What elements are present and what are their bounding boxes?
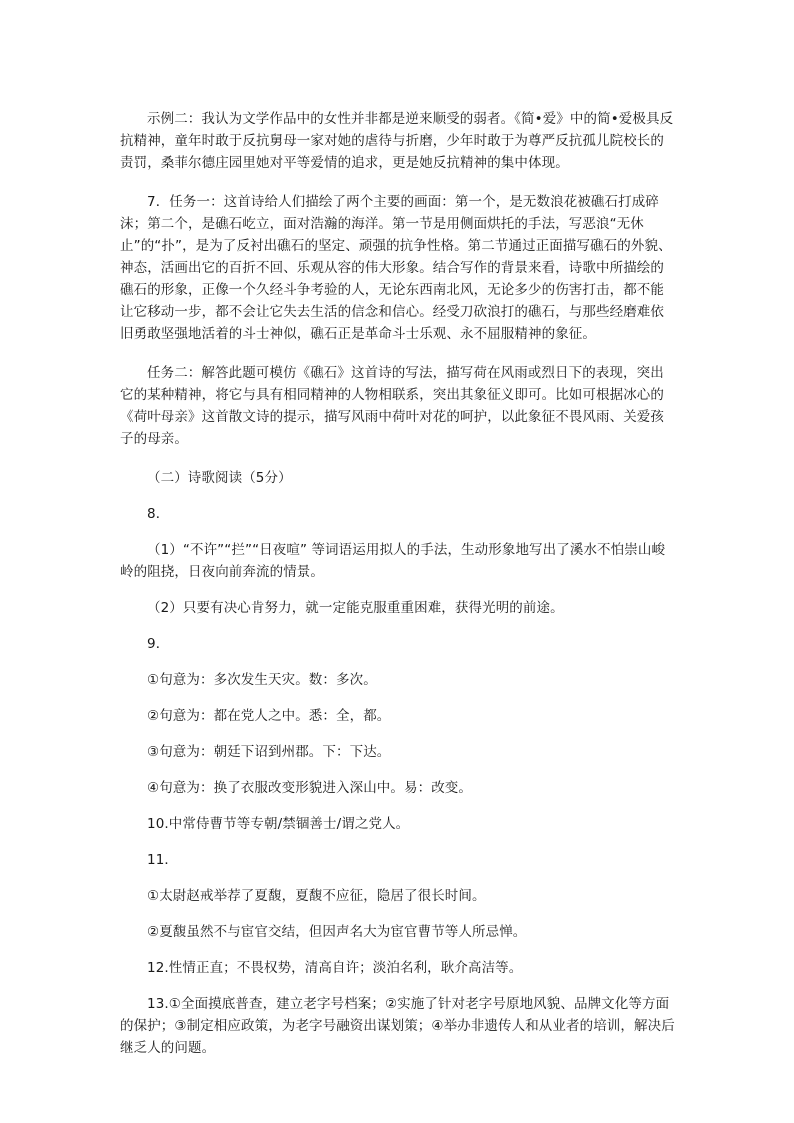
q9-answer-2: ②句意为：都在党人之中。悉：全，都。 [147, 708, 391, 724]
q13-answer: 13.①全面摸底普查，建立老字号档案；②实施了针对老字号原地风貌、品牌文化等方面的保护；③制定相应政策，为老字号融资出谋划策；④举办非遗传人和从业者的培训，解决后继乏人的问题。 [120, 996, 675, 1056]
q11-number: 11． [147, 852, 178, 868]
q11-answer-1: ①太尉赵戒举荐了夏馥，夏馥不应征，隐居了很长时间。 [147, 888, 486, 904]
q9-answer-4: ④句意为：换了衣服改变形貌进入深山中。易：改变。 [147, 780, 473, 796]
section-heading-poetry: （二）诗歌阅读（5分） [147, 470, 292, 486]
q8-answer-2: （2）只要有决心肯努力，就一定能克服重重困难，获得光明的前途。 [147, 600, 564, 616]
q8-answer-1: （1）“不许”“拦”“日夜喧” 等词语运用拟人的手法，生动形象地写出了溪水不怕崇山峻岭的阻挠，日夜向前奔流的情景。 [120, 542, 666, 580]
q10-answer: 10.中常侍曹节等专朝/禁锢善士/谓之党人。 [147, 816, 410, 832]
q9-answer-1: ①句意为：多次发生天灾。数：多次。 [147, 672, 377, 688]
q8-number: 8． [147, 506, 170, 522]
example-two-paragraph: 示例二：我认为文学作品中的女性并非都是逆来顺受的弱者。《简•爱》中的简•爱极具反抗精神，童年时敢于反抗舅母一家对她的虐待与折磨，少年时敢于为尊严反抗孤儿院校长的责罚，桑菲尔德庄园里她对平等爱情的追求，更是她反抗精神的集中体现。 [120, 111, 674, 171]
q9-answer-3: ③句意为：朝廷下诏到州郡。下：下达。 [147, 744, 391, 760]
q12-answer: 12.性情正直；不畏权势，清高自许；淡泊名利，耿介高洁等。 [147, 960, 523, 976]
q11-answer-2: ②夏馥虽然不与宦官交结，但因声名大为宦官曹节等人所忌惮。 [147, 924, 527, 940]
q7-task-one-paragraph: 7．任务一：这首诗给人们描绘了两个主要的画面：第一个，是无数浪花被礁石打成碎沫；第二个，是礁石屹立，面对浩瀚的海洋。第一节是用侧面烘托的手法，写恶浪“无休止”的“扑”，是为了反衬出礁石的坚定、顽强的抗争性格。第二节通过正面描写礁石的外貌、神态，活画出它的百折不回、乐观从容的伟大形象。结合写作的背景来看，诗歌中所描绘的礁石的形象，正像一个久经斗争考验的人，无论东西南北风，无论多少的伤害打击，都不能让它移动一步，都不会让它失去生活的信念和信心。经受刀砍浪打的礁石，与那些经磨难依旧勇敢坚强地活着的斗士神似，礁石正是革命斗士乐观、永不屈服精神的象征。 [120, 194, 672, 342]
q7-task-two-paragraph: 任务二：解答此题可模仿《礁石》这首诗的写法，描写荷在风雨或烈日下的表现，突出它的某种精神，将它与具有相同精神的人物相联系，突出其象征义即可。比如可根据冰心的《荷叶母亲》这首散文诗的提示，描写风雨中荷叶对花的呵护，以此象征不畏风雨、关爱孩子的母亲。 [120, 365, 664, 447]
q9-number: 9． [147, 636, 170, 652]
document-page [120, 108, 676, 1059]
